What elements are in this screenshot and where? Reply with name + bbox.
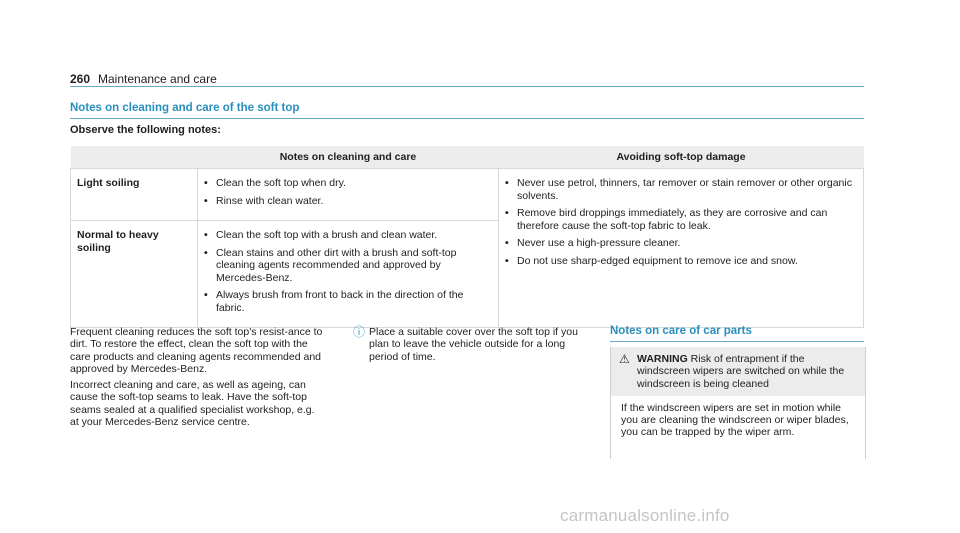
list-item: • Do not use sharp-edged equipment to remove ice and snow. [505, 255, 857, 268]
warning-label: WARNING [637, 353, 688, 365]
care-section-divider [610, 341, 864, 342]
warning-header [611, 347, 865, 396]
table-row [71, 169, 864, 221]
list-item: • Clean stains and other dirt with a brush and soft-top cleaning agents recommended and approved by Mercedes-Benz. [204, 247, 492, 285]
table-header-cell: Avoiding soft-top damage [499, 146, 864, 169]
list-item: • Never use a high-pressure cleaner. [505, 237, 857, 250]
info-icon: ⓘ [353, 325, 366, 339]
table-header-row [71, 146, 864, 169]
header-divider [70, 86, 864, 87]
table-cell [198, 169, 499, 221]
paragraph: Incorrect cleaning and care, as well as ageing, can cause the soft-top seams to leak. Have the soft-top seams sealed at a qualified specialist workshop, e.g. at your Mercedes-Benz service centre. [70, 379, 315, 429]
row-label: Normal to heavy soiling [71, 221, 198, 328]
section-title: Notes on cleaning and care of the soft top [70, 102, 300, 114]
paragraph: Frequent cleaning reduces the soft top's resist-ance to dirt. To restore the effect, clean the soft top with the care products and cleaning agents recommended and approved by Mercedes-Benz. [70, 326, 323, 375]
list-item: • Clean the soft top with a brush and clean water. [204, 229, 492, 242]
chapter-title: Maintenance and care [98, 72, 217, 86]
section-intro: Observe the following notes: [70, 124, 221, 136]
warning-box [610, 347, 866, 459]
body-column-left [70, 326, 325, 428]
soft-top-care-table [70, 146, 864, 328]
warning-headline: Risk of entrapment if the windscreen wipers are switched on while the windscreen is being cleaned [637, 353, 845, 390]
list-item: • Never use petrol, thinners, tar remover or stain remover or other organic solvents. [505, 177, 857, 202]
care-section-title: Notes on care of car parts [610, 325, 752, 337]
page-number: 260 [70, 72, 91, 86]
watermark: carmanualsonline.info [560, 506, 730, 525]
table-header-cell: Notes on cleaning and care [198, 146, 499, 169]
table-cell [499, 169, 864, 328]
list-item: • Clean the soft top when dry. [204, 177, 492, 190]
tip-note [353, 326, 588, 363]
section-divider [70, 118, 864, 119]
warning-text: If the windscreen wipers are set in motion while you are cleaning the windscreen or wiper blades, you can be trapped by the wiper arm. [621, 401, 849, 439]
list-item: • Always brush from front to back in the direction of the fabric. [204, 289, 492, 314]
table-header-cell [71, 146, 198, 169]
warning-triangle-icon: ⚠ [619, 352, 630, 366]
list-item: • Rinse with clean water. [204, 195, 492, 208]
list-item: • Remove bird droppings immediately, as they are corrosive and can therefore cause the soft-top fabric to leak. [505, 207, 857, 232]
row-label: Light soiling [71, 169, 198, 221]
tip-text: Place a suitable cover over the soft top if you plan to leave the vehicle outside for a long period of time. [369, 326, 578, 363]
table-cell [198, 221, 499, 328]
